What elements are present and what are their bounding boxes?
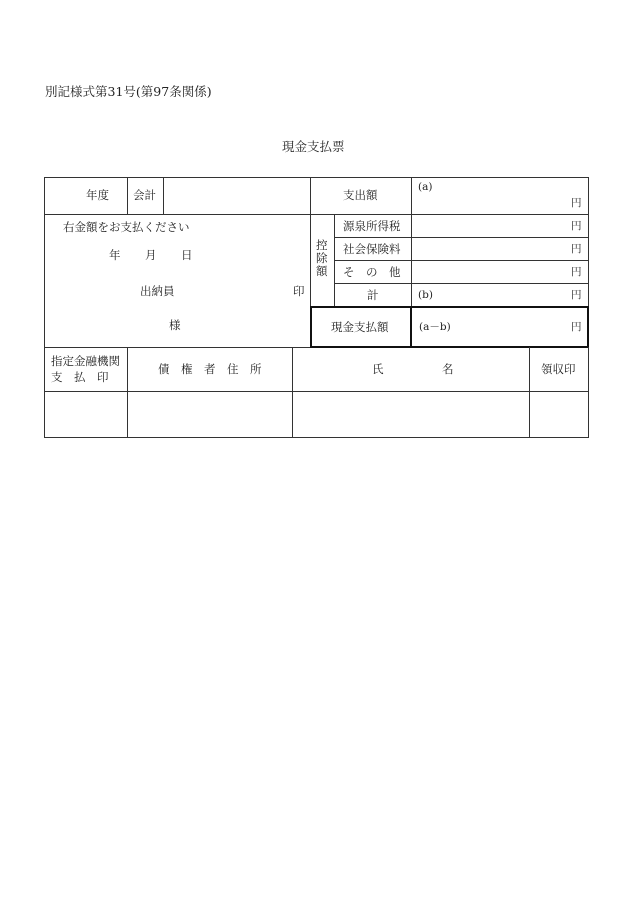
b-mark: (b) [418,289,433,301]
form-number: 別記様式第31号(第97条関係) [45,84,212,99]
name-header-mei: 名 [442,362,454,376]
shishutsu-label: 支出額 [343,188,378,202]
a-mark: (a) [418,181,433,193]
date-month: 月 [145,248,157,262]
payment-formula: (a－b) [419,321,451,333]
deduction-row-yen: 円 [571,289,582,301]
kaikei-field[interactable] [164,178,309,213]
seal-mark: 印 [293,284,305,298]
name-cell[interactable] [293,392,528,436]
shishutsu-yen: 円 [571,197,582,209]
deduction-row-yen: 円 [571,243,582,255]
date-day: 日 [181,248,193,262]
deduction-row-label: 社会保険料 [343,242,401,256]
deduction-label-2: 除 [316,251,328,265]
form-title: 現金支払票 [282,139,345,154]
bank-header-line2: 支 払 印 [51,370,109,384]
sama-label: 様 [169,318,181,332]
deduction-label-1: 控 [316,238,328,252]
creditor-address-cell[interactable] [128,392,291,436]
kaikei-label: 会計 [133,188,156,202]
deduction-row-label: そ の 他 [343,265,401,279]
instruction-text: 右金額をお支払ください [63,220,190,234]
receipt-seal-header: 領収印 [541,362,576,376]
name-header-shi: 氏 [372,362,384,376]
deduction-row-label: 源泉所得税 [343,219,401,233]
deduction-row-yen: 円 [571,266,582,278]
date-year: 年 [109,248,121,262]
payment-yen: 円 [571,321,582,333]
bank-header-line1: 指定金融機関 [51,354,120,368]
deduction-label-3: 額 [316,264,328,278]
suitouin-label: 出納員 [140,284,175,298]
deduction-row-yen: 円 [571,220,582,232]
deduction-row-label: 計 [367,288,379,302]
creditor-address-header: 債 権 者 住 所 [158,362,262,376]
nendo-label: 年度 [86,188,109,202]
receipt-seal-cell[interactable] [530,392,587,436]
bank-seal-cell[interactable] [45,392,126,436]
payment-label: 現金支払額 [331,320,389,334]
